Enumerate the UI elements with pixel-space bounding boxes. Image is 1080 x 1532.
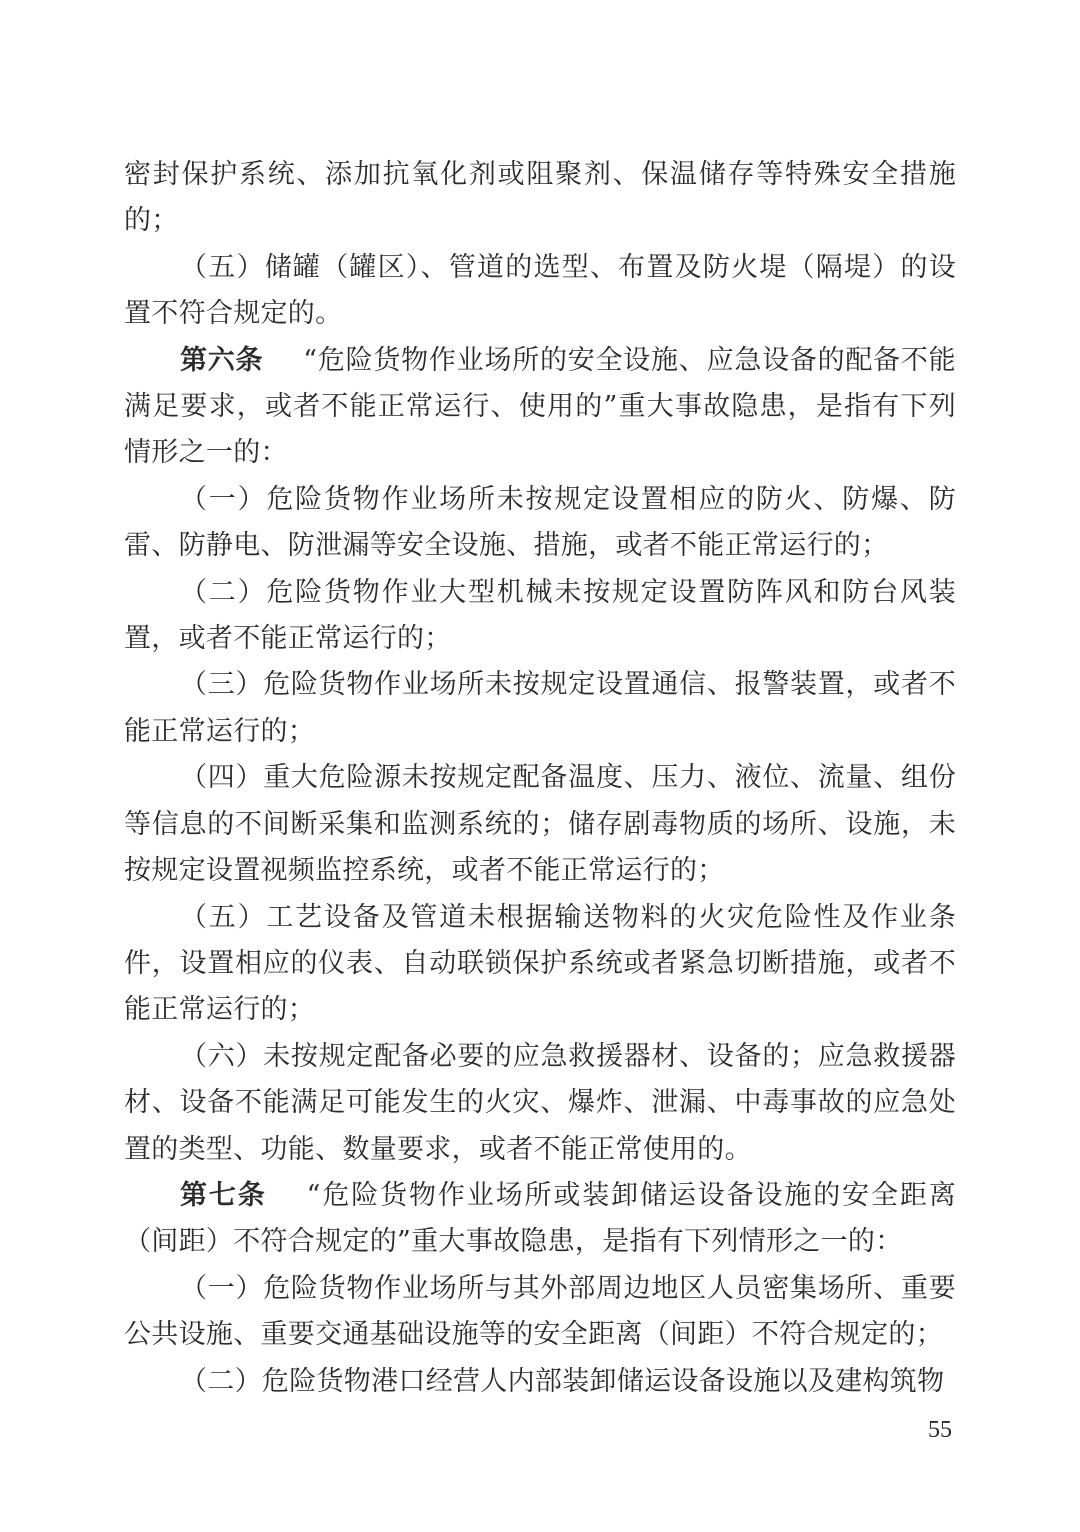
paragraph-text: （五）储罐（罐区）、管道的选型、布置及防火堤（隔堤）的设置不符合规定的。: [124, 251, 956, 330]
paragraph-text: “危险货物作业场所或装卸储运设备设施的安全距离（间距）不符合规定的”重大事故隐患，是指有下列情形之一的：: [124, 1179, 957, 1258]
article-paragraph: [124, 338, 956, 477]
paragraph-text: “危险货物作业场所的安全设施、应急设备的配备不能满足要求，或者不能正常运行、使用的”重大事故隐患，是指有下列情形之一的：: [124, 344, 956, 469]
paragraph-text: （三）危险货物作业场所未按规定设置通信、报警装置，或者不能正常运行的；: [124, 669, 956, 747]
clause-item: [124, 895, 956, 1034]
paragraph-text: 密封保护系统、添加抗氧化剂或阻聚剂、保温储存等特殊安全措施的；: [124, 159, 956, 237]
document-body: [124, 152, 956, 1405]
paragraph-text: （二）危险货物港口经营人内部装卸储运设备设施以及建构筑物: [180, 1365, 945, 1397]
clause-item: [124, 662, 956, 755]
clause-item: [124, 1034, 956, 1173]
article-paragraph: [124, 1173, 956, 1266]
page-number: 55: [928, 1417, 952, 1443]
paragraph-text: （一）危险货物作业场所与其外部周边地区人员密集场所、重要公共设施、重要交通基础设施等的安全距离（间距）不符合规定的；: [124, 1272, 956, 1351]
clause-item: [124, 1266, 956, 1359]
paragraph-text: （四）重大危险源未按规定配备温度、压力、液位、流量、组份等信息的不间断采集和监测系统的；储存剧毒物质的场所、设施，未按规定设置视频监控系统，或者不能正常运行的；: [124, 762, 956, 887]
article-label: 第六条: [180, 344, 264, 376]
paragraph-continuation: [124, 152, 956, 245]
paragraph-text: （六）未按规定配备必要的应急救援器材、设备的；应急救援器材、设备不能满足可能发生的火灾、爆炸、泄漏、中毒事故的应急处置的类型、功能、数量要求，或者不能正常使用的。: [124, 1040, 956, 1165]
paragraph-text: （五）工艺设备及管道未根据输送物料的火灾危险性及作业条件，设置相应的仪表、自动联锁保护系统或者紧急切断措施，或者不能正常运行的；: [124, 901, 956, 1026]
clause-item: [124, 477, 956, 570]
clause-item: [124, 1359, 956, 1405]
paragraph-text: （二）危险货物作业大型机械未按规定设置防阵风和防台风装置，或者不能正常运行的；: [124, 576, 956, 655]
clause-item: [124, 245, 956, 338]
paragraph-text: （一）危险货物作业场所未按规定设置相应的防火、防爆、防雷、防静电、防泄漏等安全设施、措施，或者不能正常运行的；: [124, 483, 956, 562]
clause-item: [124, 570, 956, 663]
clause-item: [124, 755, 956, 894]
article-label: 第七条: [180, 1179, 267, 1211]
